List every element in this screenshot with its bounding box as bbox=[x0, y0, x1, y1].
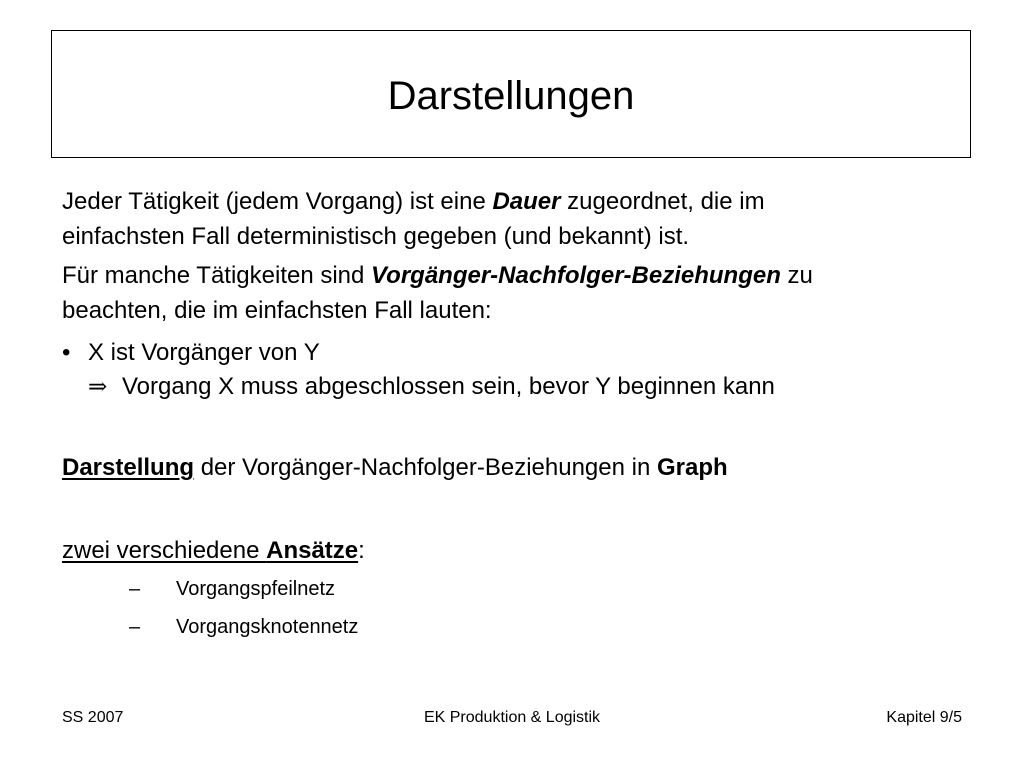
dash-marker: – bbox=[129, 578, 141, 600]
relations-text-end: zu bbox=[780, 262, 813, 289]
duration-text-end: zugeordnet, die im bbox=[560, 188, 765, 215]
implication-text: Vorgang X muss abgeschlossen sein, bevor Y beginnen kann bbox=[122, 373, 775, 400]
relations-term: Vorgänger-Nachfolger-Beziehungen bbox=[371, 262, 781, 289]
dash-marker: – bbox=[129, 616, 141, 638]
footer-chapter: Kapitel 9/5 bbox=[886, 709, 962, 726]
paragraph-relations-line-1 bbox=[62, 259, 813, 293]
bullet-item bbox=[62, 336, 320, 370]
approaches-term: Ansätze bbox=[266, 537, 359, 564]
bullet-marker: • bbox=[62, 339, 71, 366]
paragraph-relations-line-2: beachten, die im einfachsten Fall lauten: bbox=[62, 297, 492, 324]
paragraph-representation bbox=[62, 451, 728, 485]
representation-text: der Vorgänger-Nachfolger-Beziehungen in bbox=[194, 454, 657, 481]
implies-arrow-icon: ⇒ bbox=[88, 374, 108, 400]
footer-course: EK Produktion & Logistik bbox=[423, 709, 601, 726]
duration-text-start: Jeder Tätigkeit (jedem Vorgang) ist eine bbox=[62, 188, 493, 215]
paragraph-approaches bbox=[62, 534, 365, 568]
relations-text-start: Für manche Tätigkeiten sind bbox=[62, 262, 372, 289]
paragraph-duration-line-2: einfachsten Fall deterministisch gegeben (und bekannt) ist. bbox=[62, 223, 690, 250]
graph-term: Graph bbox=[657, 454, 728, 481]
title-box bbox=[51, 30, 971, 158]
duration-term: Dauer bbox=[492, 188, 561, 215]
bullet-text: X ist Vorgänger von Y bbox=[88, 339, 320, 366]
slide-title: Darstellungen bbox=[387, 74, 635, 118]
paragraph-duration-line-1 bbox=[62, 185, 765, 219]
bullet-implication bbox=[88, 370, 775, 404]
representation-term: Darstellung bbox=[62, 454, 195, 481]
approach-label: Vorgangspfeilnetz bbox=[176, 578, 336, 600]
footer-semester: SS 2007 bbox=[62, 709, 124, 726]
approaches-text: zwei verschiedene bbox=[62, 537, 267, 564]
approaches-colon: : bbox=[358, 537, 365, 564]
approach-label: Vorgangsknotennetz bbox=[176, 616, 359, 638]
